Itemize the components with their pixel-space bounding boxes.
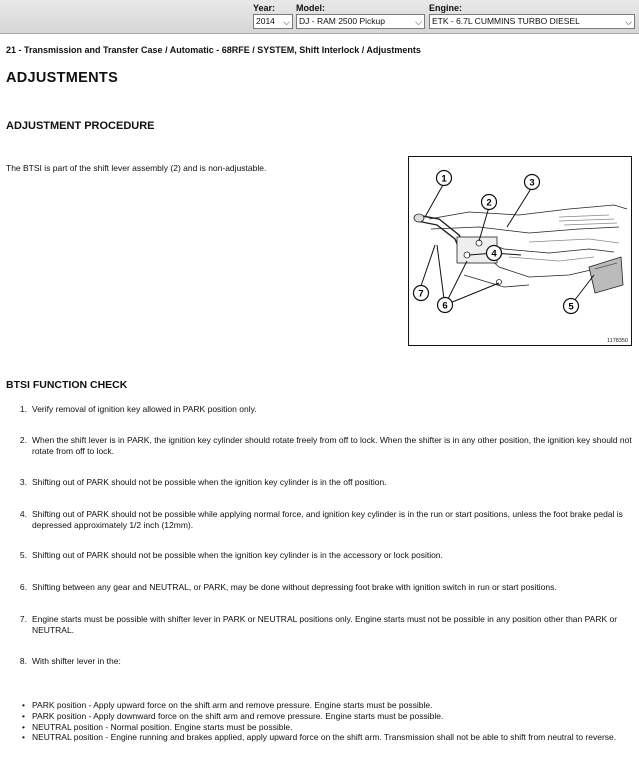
bullet-dot: • xyxy=(22,710,25,721)
step-number: 5. xyxy=(19,550,27,560)
year-selector xyxy=(253,3,293,29)
bullet-dot: • xyxy=(22,732,25,743)
shift-lever-figure xyxy=(408,156,632,346)
intro-text: The BTSI is part of the shift lever assembly (2) and is non-adjustable. xyxy=(6,163,267,173)
step-number: 1. xyxy=(19,404,27,414)
step-text: Shifting out of PARK should not be possible when the ignition key cylinder is in the accessory or lock position. xyxy=(32,550,443,560)
engine-label: Engine: xyxy=(429,3,462,13)
list-item xyxy=(22,711,630,722)
check-heading: BTSI FUNCTION CHECK xyxy=(6,379,128,391)
bullet-text: NEUTRAL position - Engine running and brakes applied, apply upward force on the shift arm. Transmission shall not be able to shift from neutral to reverse. xyxy=(32,732,617,743)
step-number: 4. xyxy=(19,509,27,519)
callout-4-label: 4 xyxy=(491,248,497,260)
step-text: Shifting between any gear and NEUTRAL, or PARK, may be done without depressing foot brake with ignition switch in run or start positions. xyxy=(32,582,557,592)
step-text: With shifter lever in the: xyxy=(32,656,121,666)
callout-1-label: 1 xyxy=(441,173,447,185)
step-text: Shifting out of PARK should not be possible when the ignition key cylinder is in the off position. xyxy=(32,477,387,487)
procedure-heading: ADJUSTMENT PROCEDURE xyxy=(6,120,155,132)
list-item xyxy=(22,700,630,711)
bullet-list xyxy=(22,700,630,743)
bullet-dot: • xyxy=(22,700,25,710)
engine-selector xyxy=(429,3,635,29)
engine-value: ETK - 6.7L CUMMINS TURBO DIESEL xyxy=(432,16,580,26)
list-item xyxy=(22,732,630,743)
bullet-text: PARK position - Apply downward force on the shift arm and remove pressure. Engine starts must be possible. xyxy=(32,710,444,721)
callout-6-label: 6 xyxy=(442,300,448,312)
vehicle-selector-bar xyxy=(0,0,639,34)
step-text: Verify removal of ignition key allowed in PARK position only. xyxy=(32,404,257,414)
callout-3-label: 3 xyxy=(529,177,535,189)
year-select[interactable] xyxy=(253,14,293,29)
model-select[interactable] xyxy=(296,14,425,29)
list-item xyxy=(22,722,630,733)
step-text: Engine starts must be possible with shifter lever in PARK or NEUTRAL positions only. Engine starts must not be possible in any position other than PARK or NEUTRAL. xyxy=(32,614,618,635)
engine-select[interactable] xyxy=(429,14,635,29)
model-label: Model: xyxy=(296,3,325,13)
step-number: 6. xyxy=(19,582,27,592)
year-label: Year: xyxy=(253,3,276,13)
step-number: 8. xyxy=(19,656,27,666)
callout-5-label: 5 xyxy=(568,301,574,313)
bullet-text: PARK position - Apply upward force on the shift arm and remove pressure. Engine starts must be possible. xyxy=(32,700,433,710)
step-number: 2. xyxy=(19,435,27,445)
year-value: 2014 xyxy=(256,16,275,26)
callout-7-label: 7 xyxy=(418,288,424,300)
breadcrumb: 21 - Transmission and Transfer Case / Automatic - 68RFE / SYSTEM, Shift Interlock / Adjustments xyxy=(6,45,421,55)
chevron-down-icon: ⌵ xyxy=(625,17,632,27)
model-selector xyxy=(296,3,425,29)
callout-2-label: 2 xyxy=(486,197,492,209)
step-number: 3. xyxy=(19,477,27,487)
bullet-dot: • xyxy=(22,721,25,732)
chevron-down-icon: ⌵ xyxy=(283,17,290,27)
figure-id: 1178350 xyxy=(606,338,628,344)
shift-lever-illustration xyxy=(409,157,631,345)
step-text: Shifting out of PARK should not be possible while applying normal force, and ignition key cylinder is in the run or start positions, unless the foot brake pedal is depressed approximately 1/2 inch (12mm). xyxy=(32,509,623,530)
chevron-down-icon: ⌵ xyxy=(415,17,422,27)
model-value: DJ - RAM 2500 Pickup xyxy=(299,16,385,26)
bullet-text: NEUTRAL position - Normal position. Engine starts must be possible. xyxy=(32,721,293,732)
step-number: 7. xyxy=(19,614,27,624)
page-title: ADJUSTMENTS xyxy=(6,70,119,86)
step-text: When the shift lever is in PARK, the ignition key cylinder should rotate freely from off to lock. When the shifter is in any other position, the ignition key should not rotate from off to lock. xyxy=(32,435,632,456)
